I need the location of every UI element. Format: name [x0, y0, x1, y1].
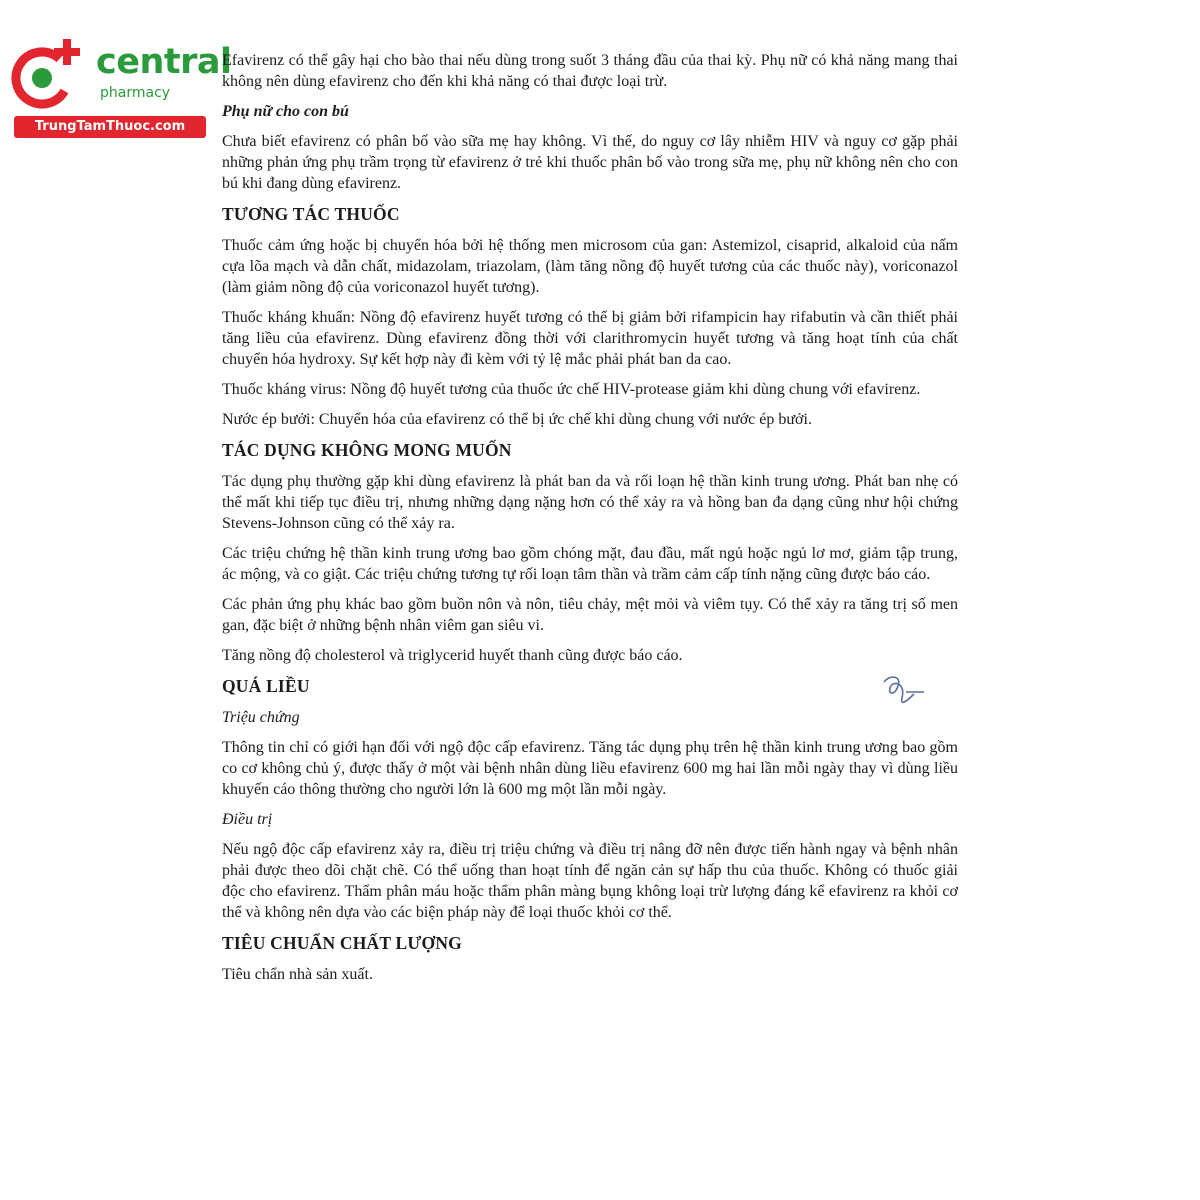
heading-treatment: Điều trị [222, 811, 273, 828]
heading-breastfeeding: Phụ nữ cho con bú [222, 103, 349, 120]
brand-subtitle: pharmacy [100, 85, 171, 101]
paragraph-antibacterials: Thuốc kháng khuẩn: Nồng độ efavirenz huyết tương có thể bị giảm bởi rifampicin hay rifabutin và cần thiết phải tăng liều của efavirenz. Dùng efavirenz đồng thời với clarithromycin huyết tương và tăng hoạt tính của chất chuyển hóa hydroxy. Sự kết hợp này đi kèm với tỷ lệ mắc phải phát ban da cao. [222, 309, 958, 368]
document-body [222, 50, 958, 994]
paragraph-grapefruit: Nước ép bưởi: Chuyển hóa của efavirenz có thể bị ức chế khi dùng chung với nước ép bưởi. [222, 411, 812, 428]
paragraph-cholesterol: Tăng nồng độ cholesterol và triglycerid huyết thanh cũng được báo cáo. [222, 647, 683, 664]
paragraph-antivirals: Thuốc kháng virus: Nồng độ huyết tương của thuốc ức chế HIV-protease giảm khi dùng chung với efavirenz. [222, 381, 921, 398]
paragraph-pregnancy: Efavirenz có thể gây hại cho bào thai nếu dùng trong suốt 3 tháng đầu của thai kỳ. Phụ nữ có khả năng mang thai không nên dùng efavirenz cho đến khi khả năng có thai được loại trừ. [222, 52, 958, 90]
heading-side-effects: TÁC DỤNG KHÔNG MONG MUỐN [222, 440, 512, 460]
central-pharmacy-logo[interactable] [10, 38, 232, 138]
paragraph-breastfeeding: Chưa biết efavirenz có phân bố vào sữa mẹ hay không. Vì thế, do nguy cơ lây nhiễm HIV và nguy cơ gặp phải những phản ứng phụ trầm trọng từ efavirenz ở trẻ khi thuốc phân bố vào trong sữa mẹ, phụ nữ không nên cho con bú khi đang dùng efavirenz. [222, 133, 958, 192]
paragraph-other-reactions: Các phản ứng phụ khác bao gồm buồn nôn và nôn, tiêu chảy, mệt mỏi và viêm tụy. Có thể xảy ra tăng trị số men gan, đặc biệt ở những bệnh nhân viêm gan siêu vi. [222, 596, 958, 634]
heading-symptoms: Triệu chứng [222, 709, 300, 726]
paragraph-overdose-treatment: Nếu ngộ độc cấp efavirenz xảy ra, điều trị triệu chứng và điều trị nâng đỡ nên được tiến hành ngay và bệnh nhân phải được theo dõi chặt chẽ. Có thể uống than hoạt tính để ngăn cản sự hấp thu của thuốc. Không có thuốc giải độc cho efavirenz. Thẩm phân máu hoặc thẩm phân màng bụng không loại trừ lượng đáng kể efavirenz ra khỏi cơ thể và không nên dựa vào các biện pháp này để loại thuốc khỏi cơ thể. [222, 841, 958, 921]
heading-drug-interactions: TƯƠNG TÁC THUỐC [222, 204, 400, 224]
brand-name: central [96, 42, 232, 82]
heading-overdose: QUÁ LIỀU [222, 676, 310, 696]
paragraph-overdose-symptoms: Thông tin chỉ có giới hạn đối với ngộ độc cấp efavirenz. Tăng tác dụng phụ trên hệ thần kinh trung ương bao gồm co cơ không chủ ý, được thấy ở một vài bệnh nhân dùng liều efavirenz 600 mg hai lần mỗi ngày thay vì dùng liều khuyến cáo thông thường cho người lớn là 600 mg một lần mỗi ngày. [222, 739, 958, 798]
brand-website-link[interactable]: TrungTamThuoc.com [14, 116, 206, 138]
paragraph-rash-cns: Tác dụng phụ thường gặp khi dùng efavirenz là phát ban da và rối loạn hệ thần kinh trung ương. Phát ban nhẹ có thể mất khi tiếp tục điều trị, nhưng những dạng nặng hơn có thể xảy ra và hồng ban đa dạng cũng như hội chứng Stevens-Johnson cũng có thể xảy ra. [222, 473, 958, 532]
signature-mark-icon [876, 672, 932, 712]
central-logo-icon [10, 38, 86, 114]
paragraph-microsomal-enzymes: Thuốc cảm ứng hoặc bị chuyển hóa bởi hệ thống men microsom của gan: Astemizol, cisaprid, alkaloid của nấm cựa lõa mạch và dẫn chất, midazolam, triazolam, (làm tăng nồng độ huyết tương của các thuốc này), voriconazol (làm giảm nồng độ của voriconazol huyết tương). [222, 237, 958, 296]
paragraph-quality-standard: Tiêu chẩn nhà sản xuất. [222, 966, 373, 983]
paragraph-cns-symptoms: Các triệu chứng hệ thần kinh trung ương bao gồm chóng mặt, đau đầu, mất ngủ hoặc ngủ lơ mơ, giảm tập trung, ác mộng, và co giật. Các triệu chứng tương tự rối loạn tâm thần và trầm cảm cấp tính nặng cũng được báo cáo. [222, 545, 958, 583]
heading-quality-standard: TIÊU CHUẨN CHẤT LƯỢNG [222, 933, 462, 953]
